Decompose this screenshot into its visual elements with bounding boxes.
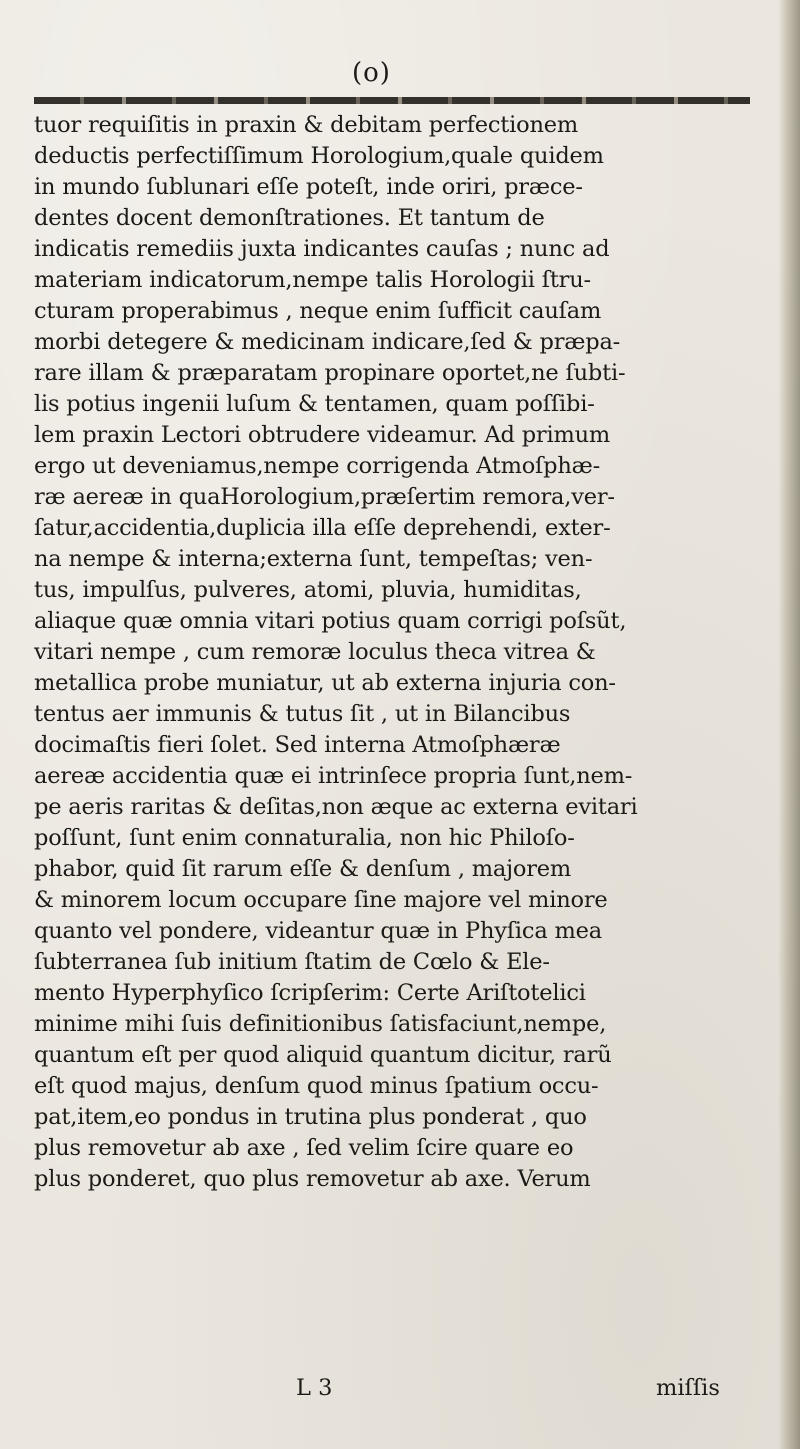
signature-mark: L 3 <box>296 1375 333 1401</box>
page-edge-shadow <box>778 0 800 1449</box>
text-line: quantum eſt per quod aliquid quantum dicitur, rarũ <box>34 1042 612 1068</box>
text-line: tus, impulſus, pulveres, atomi, pluvia, humiditas, <box>34 577 582 603</box>
text-line: pat,item,eo pondus in trutina plus ponderat , quo <box>34 1104 587 1130</box>
text-line: indicatis remediis juxta indicantes cauſas ; nunc ad <box>34 236 610 262</box>
text-line: plus removetur ab axe , ſed velim ſcire quare eo <box>34 1135 574 1161</box>
text-line: cturam properabimus , neque enim ſufficit cauſam <box>34 298 602 324</box>
text-line: deductis perfectiſſimum Horologium,quale quidem <box>34 143 604 169</box>
text-line: rare illam & præparatam propinare oportet,ne ſubti- <box>34 360 626 386</box>
catchword: miſſis <box>656 1375 720 1401</box>
text-line: eſt quod majus, denſum quod minus ſpatium occu- <box>34 1073 599 1099</box>
text-line: ræ aereæ in quaHorologium,præſertim remora,ver- <box>34 484 615 510</box>
text-line: minime mihi ſuis definitionibus ſatisfaciunt,nempe, <box>34 1011 607 1037</box>
text-line: tuor requiſitis in praxin & debitam perfectionem <box>34 112 579 138</box>
text-line: aereæ accidentia quæ ei intrinſece propria ſunt,nem- <box>34 763 633 789</box>
text-line: phabor, quid ſit rarum eſſe & denſum , majorem <box>34 856 572 882</box>
text-line: na nempe & interna;externa ſunt, tempeſtas; ven- <box>34 546 593 572</box>
text-line: quanto vel pondere, videantur quæ in Phyſica mea <box>34 918 602 944</box>
text-line: materiam indicatorum,nempe talis Horologii ſtru- <box>34 267 591 293</box>
text-line: mento Hyperphyſico ſcripſerim: Certe Ariſtotelici <box>34 980 586 1006</box>
text-line: morbi detegere & medicinam indicare,ſed & præpa- <box>34 329 621 355</box>
text-line: ergo ut deveniamus,nempe corrigenda Atmoſphæ- <box>34 453 601 479</box>
text-line: ſubterranea ſub initium ſtatim de Cœlo & Ele- <box>34 949 550 975</box>
text-line: in mundo ſublunari eſſe poteſt, inde oriri, præce- <box>34 174 583 200</box>
text-line: plus ponderet, quo plus removetur ab axe. Verum <box>34 1166 591 1192</box>
text-line: docimaſtis fieri ſolet. Sed interna Atmoſphæræ <box>34 732 561 758</box>
text-line: metallica probe muniatur, ut ab externa injuria con- <box>34 670 616 696</box>
text-line: ſatur,accidentia,duplicia illa eſſe deprehendi, exter- <box>34 515 611 541</box>
text-line: dentes docent demonſtrationes. Et tantum de <box>34 205 545 231</box>
page-footer <box>0 1373 800 1404</box>
text-line: poſſunt, ſunt enim connaturalia, non hic Philoſo- <box>34 825 575 851</box>
text-line: lis potius ingenii luſum & tentamen, quam poſſibi- <box>34 391 595 417</box>
header-rule <box>34 97 750 104</box>
body-text <box>34 110 764 1195</box>
text-line: lem praxin Lectori obtrudere videamur. Ad primum <box>34 422 611 448</box>
page-number: (o) <box>352 58 391 88</box>
text-line: & minorem locum occupare ſine majore vel minore <box>34 887 608 913</box>
text-line: vitari nempe , cum remoræ loculus theca vitrea & <box>34 639 596 665</box>
text-line: pe aeris raritas & deſitas,non æque ac externa evitari <box>34 794 638 820</box>
text-line: tentus aer immunis & tutus ſit , ut in Bilancibus <box>34 701 571 727</box>
text-line: aliaque quæ omnia vitari potius quam corrigi poſsũt, <box>34 608 627 634</box>
